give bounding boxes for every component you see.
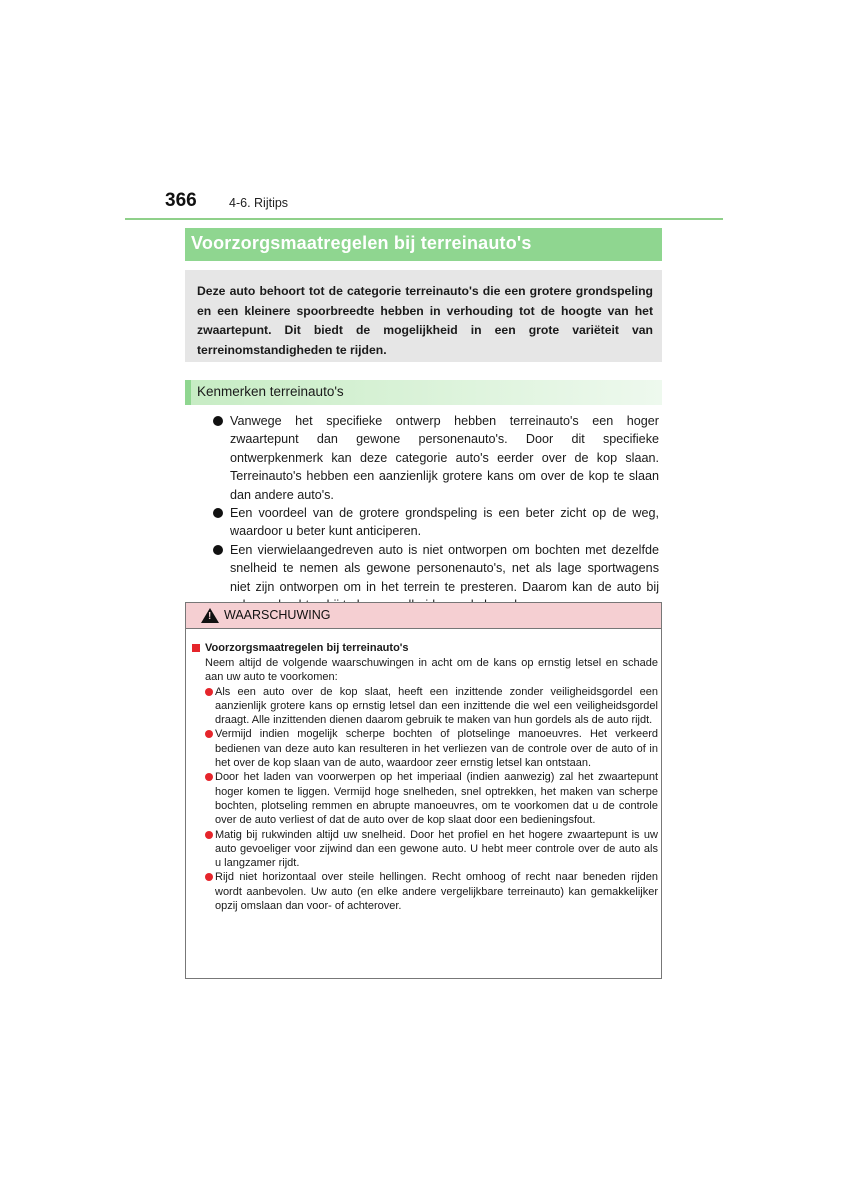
warning-item — [205, 685, 658, 728]
list-item-text: Een voordeel van de grotere grondspeling is een beter zicht op de weg, waardoor u beter kunt anticiperen. — [230, 506, 659, 539]
bullet-icon — [213, 508, 223, 518]
page-number: 366 — [165, 190, 197, 211]
warning-intro: Neem altijd de volgende waarschuwingen in acht om de kans op ernstig letsel en schade aan uw auto te voorkomen: — [205, 657, 658, 684]
warning-item-text: Door het laden van voorwerpen op het imperiaal (indien aanwezig) zal het zwaartepunt hoger komen te liggen. Vermijd hoge snelheden, snel optrekken, het maken van scherpe bochten, plotseling remmen en abrupte manoeuvres, om te voorkomen dat u de controle over de auto verliest of dat de auto over de kop slaat door een bedieningsfout. — [215, 771, 658, 827]
warning-subtitle — [192, 641, 658, 656]
warning-list — [192, 685, 658, 914]
warning-item — [205, 870, 658, 913]
warning-header — [186, 603, 661, 629]
warning-item-text: Vermijd indien mogelijk scherpe bochten of plotselinge manoeuvres. Het verkeerd bedienen van deze auto kan resulteren in het verliezen van de controle over de auto of in het over de kop slaan van de auto, waardoor zeer ernstig letsel kan ontstaan. — [215, 728, 658, 770]
section-reference: 4-6. Rijtips — [229, 196, 289, 210]
warning-body — [192, 641, 658, 913]
list-item — [213, 504, 659, 541]
list-item-text: Vanwege het specifieke ontwerp hebben terreinauto's een hoger zwaartepunt dan gewone personenauto's. Door dit specifieke ontwerpkenmerk kan deze categorie auto's eerder over de kop slaan. Terreinauto's hebben een aanzienlijk grotere kans om over de kop te slaan dan andere auto's. — [230, 414, 659, 502]
red-bullet-icon — [205, 873, 213, 881]
red-bullet-icon — [205, 831, 213, 839]
red-square-icon — [192, 644, 200, 652]
bullet-icon — [213, 545, 223, 555]
intro-box — [185, 270, 662, 362]
subsection-title: Kenmerken terreinauto's — [197, 384, 344, 399]
section-title-bar — [185, 228, 662, 261]
red-bullet-icon — [205, 730, 213, 738]
warning-item — [205, 727, 658, 770]
warning-item — [205, 770, 658, 827]
feature-list — [213, 412, 659, 614]
bullet-icon — [213, 416, 223, 426]
exclamation-icon: ! — [208, 611, 212, 622]
warning-subtitle-text: Voorzorgsmaatregelen bij terreinauto's — [205, 642, 409, 654]
list-item-text: Een vierwielaangedreven auto is niet ontworpen om bochten met dezelfde snelheid te nemen als gewone personenauto's, net als lage sportwagens niet zijn ontworpen om in het terrein te presteren. Daarom kan de auto bij — [230, 542, 659, 594]
red-bullet-icon — [205, 688, 213, 696]
warning-item-text: Rijd niet horizontaal over steile hellingen. Recht omhoog of recht naar beneden rijden wordt aanbevolen. Uw auto (en elke andere vergelijkbare terreinauto) kan gemakkelijker opzij omslaan dan voor- of achterover. — [215, 871, 658, 913]
subsection-bar — [185, 380, 662, 405]
warning-item — [205, 828, 658, 871]
warning-box — [185, 602, 662, 979]
page-header — [125, 188, 723, 220]
warning-label: WAARSCHUWING — [224, 608, 331, 622]
warning-item-text: Matig bij rukwinden altijd uw snelheid. Door het profiel en het hogere zwaartepunt is uw auto gevoeliger voor zijwind dan een gewone auto. U hebt meer controle over de auto als u langzamer rijdt. — [215, 828, 658, 870]
warning-item-text: Als een auto over de kop slaat, heeft een inzittende zonder veiligheidsgordel een aanzienlijk grotere kans op ernstig letsel dan een inzittende die wel een veiligheidsgordel draagt. Alle inzittenden dienen daarom gebruik te maken van hun gordels als de auto rijdt. — [215, 685, 658, 727]
intro-text: Deze auto behoort tot de categorie terreinauto's die een grotere grondspeling en een kleinere spoorbreedte hebben in verhouding tot de hoogte van het zwaartepunt. Dit biedt de mogelijkheid in een grote variëteit van terreinomstandigheden te rijden. — [197, 284, 653, 357]
section-title: Voorzorgsmaatregelen bij terreinauto's — [191, 233, 532, 253]
list-item — [213, 412, 659, 504]
red-bullet-icon — [205, 773, 213, 781]
